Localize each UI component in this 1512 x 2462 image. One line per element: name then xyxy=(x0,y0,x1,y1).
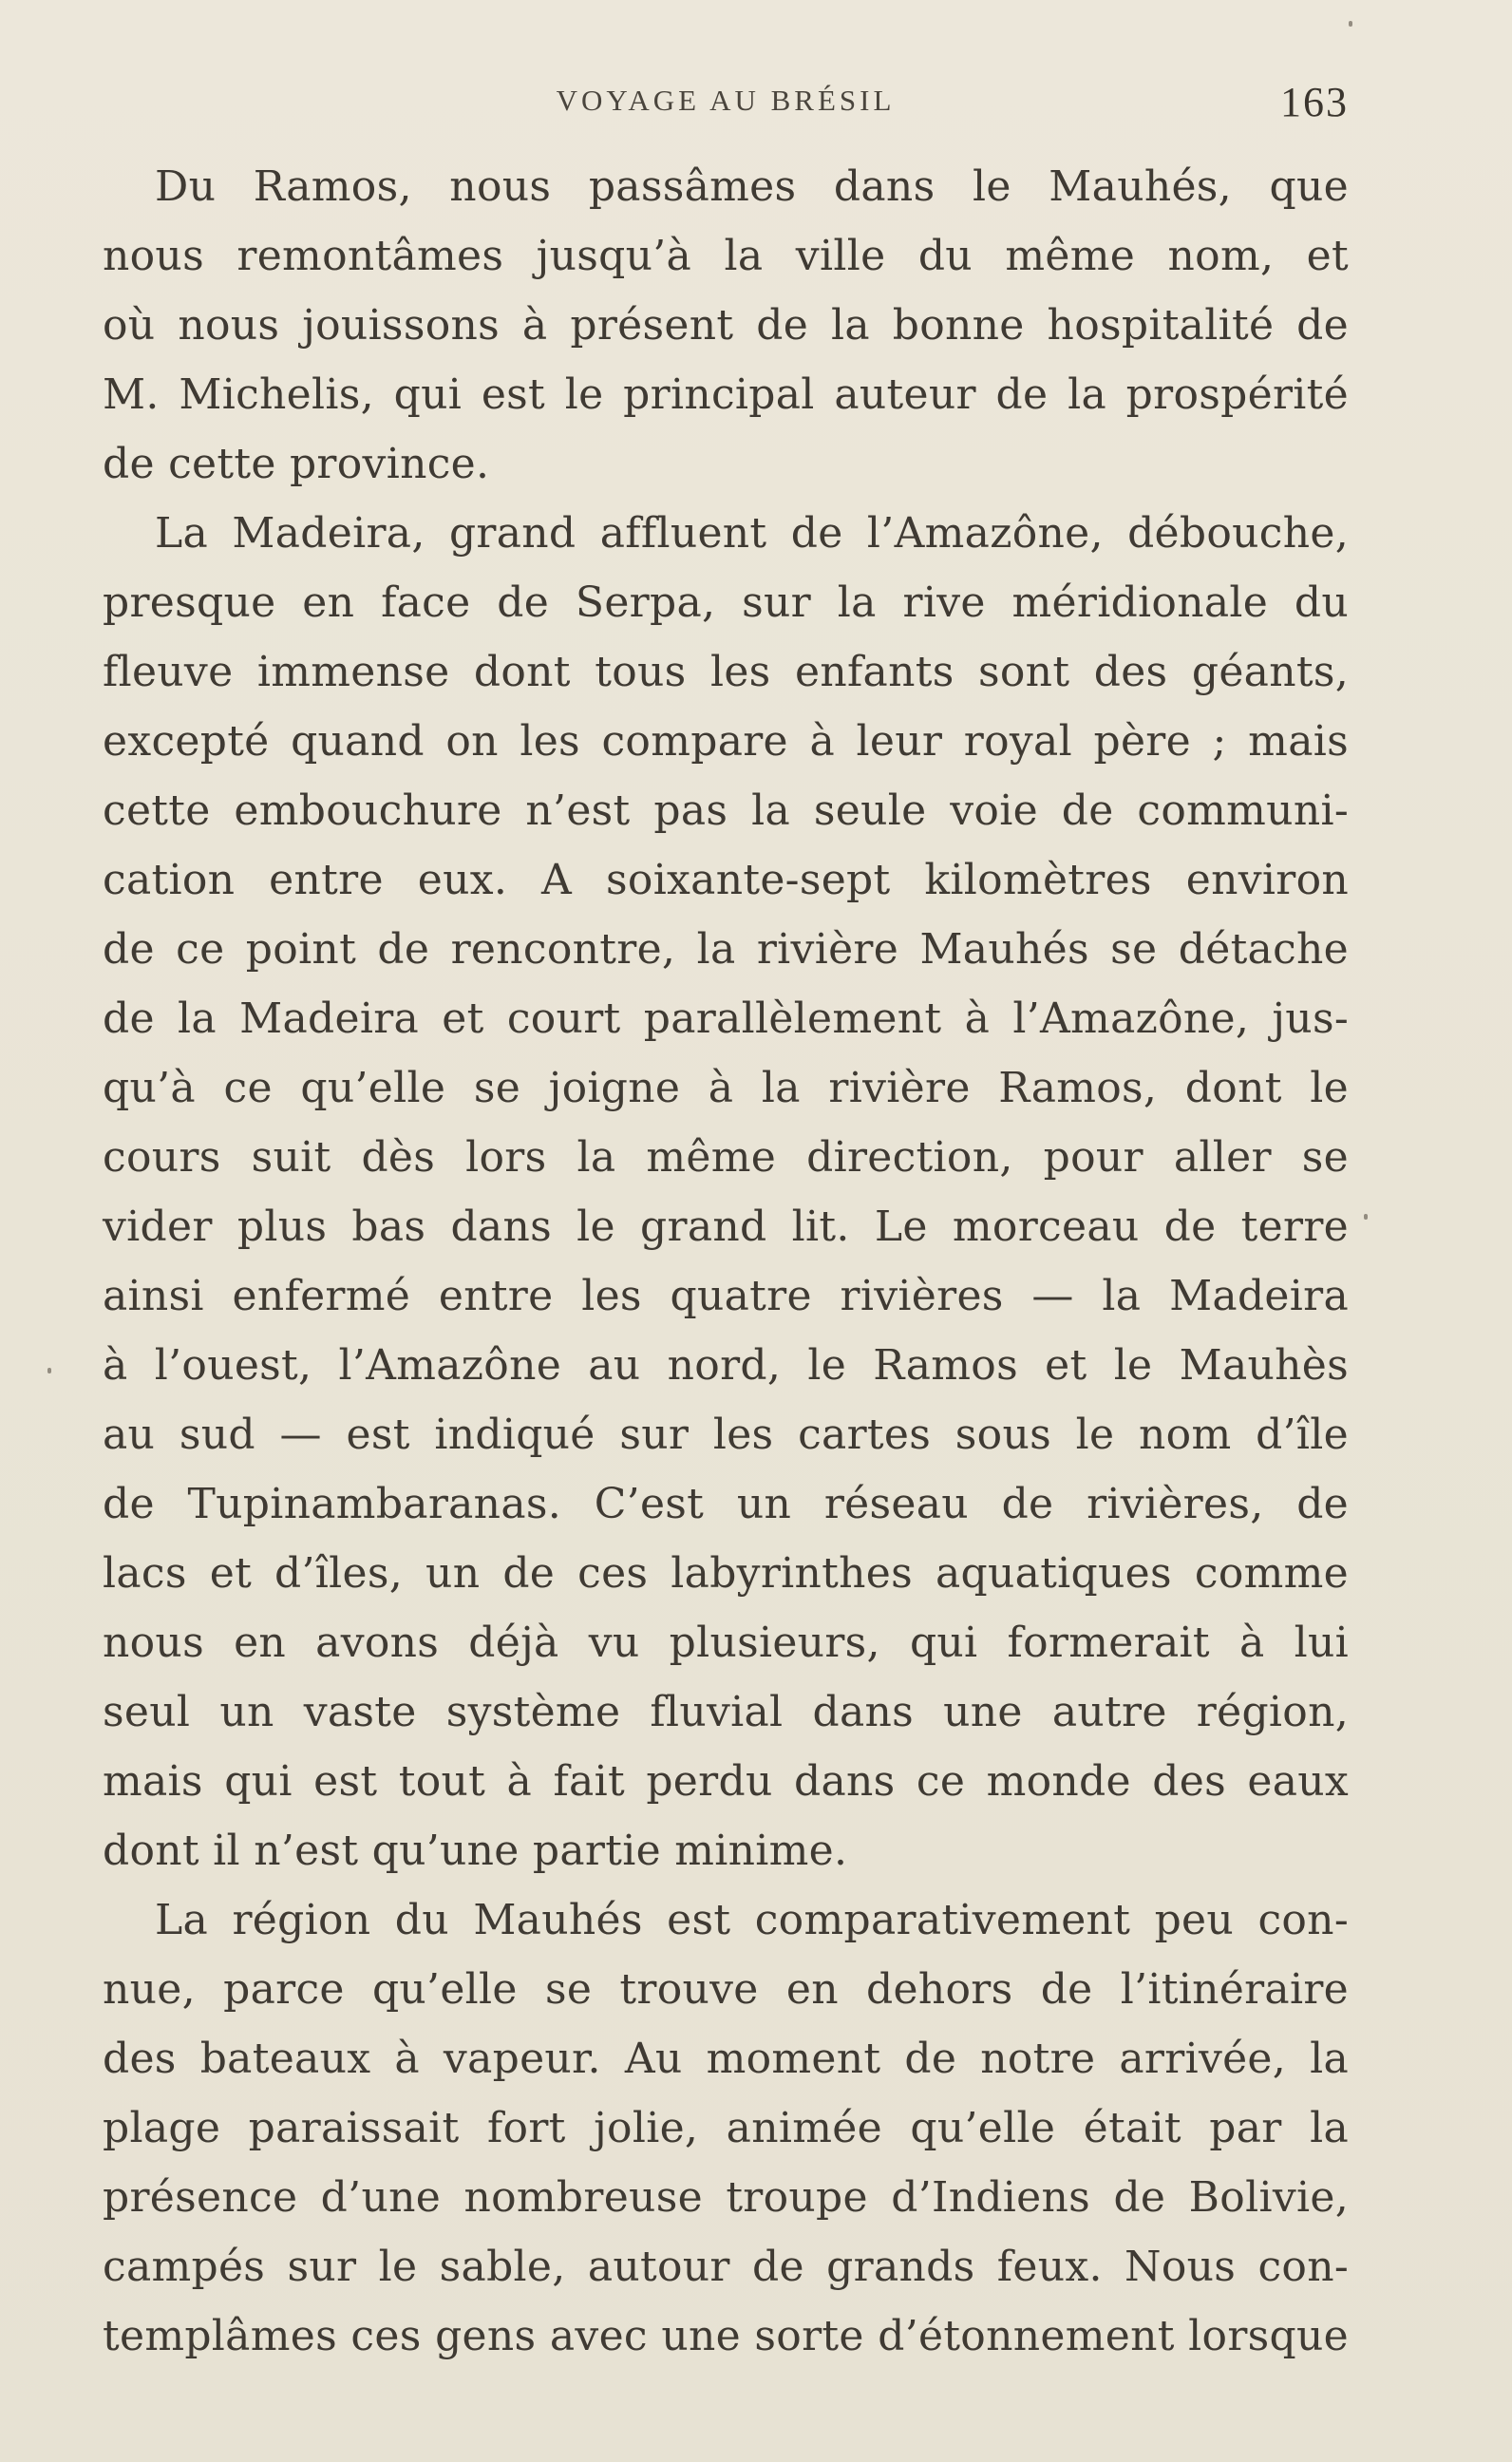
ink-speck xyxy=(1349,21,1352,27)
text-line: M. Michelis, qui est le principal auteur de la prospérité xyxy=(103,370,1349,419)
text-line: de cette province. xyxy=(103,440,490,488)
ink-speck xyxy=(47,1368,51,1373)
paragraph-1 xyxy=(103,152,1349,499)
text-line: seul un vaste système fluvial dans une autre région, xyxy=(103,1688,1349,1736)
running-title: VOYAGE AU BRÉSIL xyxy=(556,84,896,117)
text-line: lacs et d’îles, un de ces labyrinthes aquatiques comme xyxy=(103,1549,1349,1598)
text-line: à l’ouest, l’Amazône au nord, le Ramos et le Mauhès xyxy=(103,1341,1349,1390)
text-line: ainsi enfermé entre les quatre rivières — la Madeira xyxy=(103,1272,1349,1320)
paragraph-2 xyxy=(103,499,1349,1885)
paragraph-3 xyxy=(103,1885,1349,2371)
running-head xyxy=(103,79,1349,129)
body-text xyxy=(103,152,1349,2371)
text-line: La région du Mauhés est comparativement peu con- xyxy=(155,1896,1349,1944)
text-line: dont il n’est qu’une partie minime. xyxy=(103,1827,848,1875)
text-line: plage paraissait fort jolie, animée qu’elle était par la xyxy=(103,2104,1349,2152)
text-line: cours suit dès lors la même direction, pour aller se xyxy=(103,1133,1349,1182)
text-line: Du Ramos, nous passâmes dans le Mauhés, que xyxy=(155,162,1349,211)
text-line: où nous jouissons à présent de la bonne hospitalité de xyxy=(103,301,1349,350)
page-number: 163 xyxy=(1280,79,1349,125)
text-line: presque en face de Serpa, sur la rive méridionale du xyxy=(103,578,1349,627)
text-line: templâmes ces gens avec une sorte d’étonnement lorsque xyxy=(103,2312,1349,2360)
text-line: de la Madeira et court parallèlement à l’Amazône, jus- xyxy=(103,994,1349,1043)
text-line: nous remontâmes jusqu’à la ville du même nom, et xyxy=(103,232,1349,280)
text-line: au sud — est indiqué sur les cartes sous le nom d’île xyxy=(103,1411,1349,1459)
ink-speck xyxy=(1364,1214,1368,1220)
text-line: cation entre eux. A soixante-sept kilomètres environ xyxy=(103,856,1349,904)
text-line: nue, parce qu’elle se trouve en dehors de l’itinéraire xyxy=(103,1965,1349,2014)
text-line: qu’à ce qu’elle se joigne à la rivière Ramos, dont le xyxy=(103,1064,1349,1112)
text-line: fleuve immense dont tous les enfants sont des géants, xyxy=(103,648,1349,696)
text-line: vider plus bas dans le grand lit. Le morceau de terre xyxy=(103,1203,1349,1251)
text-line: de Tupinambaranas. C’est un réseau de rivières, de xyxy=(103,1480,1349,1528)
text-line: campés sur le sable, autour de grands feux. Nous con- xyxy=(103,2243,1349,2291)
text-line: cette embouchure n’est pas la seule voie de communi- xyxy=(103,786,1349,835)
text-line: présence d’une nombreuse troupe d’Indiens de Bolivie, xyxy=(103,2173,1349,2222)
text-line: La Madeira, grand affluent de l’Amazône, débouche, xyxy=(155,509,1349,558)
text-line: des bateaux à vapeur. Au moment de notre arrivée, la xyxy=(103,2035,1349,2083)
text-line: mais qui est tout à fait perdu dans ce monde des eaux xyxy=(103,1757,1349,1806)
text-line: de ce point de rencontre, la rivière Mauhés se détache xyxy=(103,925,1349,974)
text-line: nous en avons déjà vu plusieurs, qui formerait à lui xyxy=(103,1619,1349,1667)
text-line: excepté quand on les compare à leur royal père ; mais xyxy=(103,717,1349,766)
